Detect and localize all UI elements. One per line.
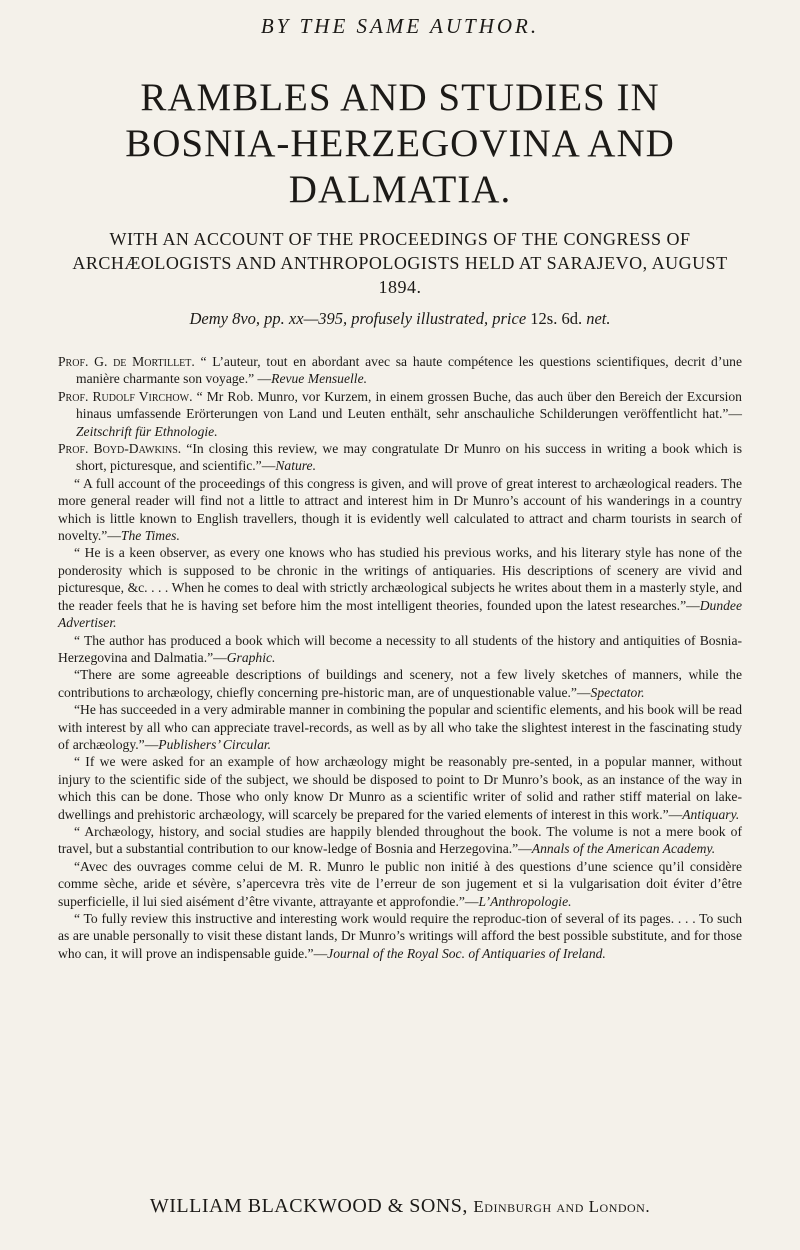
review-item (58, 910, 742, 962)
review-text: “He has succeeded in a very admirable manner in combining the popular and scientific elements, and his book will be read with interest by all who can appreciate travel-records, as well as by all who take the slightest interest in the fascinating study of archæology.”— (58, 702, 742, 752)
review-item (58, 475, 742, 545)
book-price-suffix: net. (586, 309, 611, 328)
review-item (58, 388, 742, 440)
review-text: “ Mr Rob. Munro, vor Kurzem, in einem grossen Buche, das auch über den Bereich der Excursion hinaus umfassende Erörterungen von Land und Leuten enthält, sehr anschauliche Schilderungen veröffentlicht hat.”— (76, 388, 742, 422)
review-text: “ The author has produced a book which will become a necessity to all students of the history and antiquities of Bosnia-Herzegovina and Dalmatia.”— (58, 632, 742, 665)
review-source: Dundee Advertiser. (58, 597, 742, 631)
review-source: Graphic. (226, 649, 276, 665)
book-title: RAMBLES AND STUDIES IN BOSNIA-HERZEGOVINA AND DALMATIA. (125, 76, 675, 211)
review-text: “ To fully review this instructive and interesting work would require the reproduc-tion of several of its pages. . . . To such as are unable personally to visit these distant lands, Dr Munro’s writings will afford the best possible substitute, and for those who can, it will prove an indispensable guide.”— (58, 911, 742, 961)
review-source: Antiquary. (682, 806, 740, 822)
review-item (58, 353, 742, 388)
reviewer-name: Prof. Rudolf Virchow. (58, 388, 193, 404)
review-source: Nature. (275, 458, 316, 474)
review-source: Spectator. (590, 684, 645, 700)
reviewer-name: Prof. Boyd-Dawkins. (58, 441, 182, 457)
book-spec (58, 309, 742, 329)
review-text: “There are some agreeable descriptions of buildings and scenery, not a few lively sketches of manners, while the contributions to archæology, chiefly concerning pre-historic man, are of unquestionable value.”— (58, 667, 742, 700)
review-text: “ A full account of the proceedings of this congress is given, and will prove of great interest to archæological readers. The more general reader will find not a little to attract and interest him in Dr Munro’s account of his wanderings in a country which is little known to English travellers, though it is evidently well calculated to attract and charm tourists in search of novelty.”— (58, 475, 742, 544)
review-text: “ He is a keen observer, as every one knows who has studied his previous works, and his literary style has none of the ponderosity which is supposed to be chronic in the writings of antiquaries. His descriptions of scenery are vivid and picturesque, &c. . . . When he comes to deal with strictly archæological subjects he writes about them in a masterly style, and the reader feels that he is having set before him the most intelligent theories, founded upon the latest researches.”— (58, 545, 742, 613)
review-text: “ Archæology, history, and social studies are happily blended throughout the book. The volume is not a mere book of travel, but a substantial contribution to our know-ledge of Bosnia and Herzegovina.”— (58, 823, 742, 857)
running-head: BY THE SAME AUTHOR. (260, 14, 540, 38)
review-item (58, 823, 742, 858)
review-text: “In closing this review, we may congratulate Dr Munro on his success in writing a book which is short, picturesque, and scientific.”— (76, 441, 742, 474)
publisher-cities: Edinburgh and London. (473, 1197, 651, 1216)
review-list (58, 353, 742, 962)
book-subtitle: WITH AN ACCOUNT OF THE PROCEEDINGS OF THE CONGRESS OF ARCHÆOLOGISTS AND ANTHROPOLOGISTS HELD AT SARAJEVO, AUGUST 1894. (72, 229, 728, 297)
publisher-name: WILLIAM BLACKWOOD & SONS, (149, 1195, 468, 1217)
review-item (58, 440, 742, 475)
review-item (58, 544, 742, 631)
review-source: Publishers’ Circular. (158, 736, 272, 752)
review-item (58, 666, 742, 701)
review-text: “ L’auteur, tout en abordant avec sa haute compétence les questions scientifiques, decrit d’une manière charmante son voyage.” — (76, 354, 742, 387)
review-item (58, 701, 742, 753)
review-item (58, 753, 742, 823)
review-text: “Avec des ouvrages comme celui de M. R. Munro le public non initié à des questions d’une science qu’il considère comme sèche, aride et sévère, s’apercevra très vite de l’erreur de son jugement et si la vulgarisation doit éviter d’être superficielle, il lui sied aisément d’être vivante, attrayante et approfondie.”— (58, 858, 742, 909)
review-source: Revue Mensuelle. (271, 371, 368, 387)
publisher-imprint (0, 1195, 800, 1218)
reviewer-name: Prof. G. de Mortillet. (58, 354, 195, 369)
book-format: Demy 8vo, pp. xx—395, profusely illustrated, price (189, 309, 527, 328)
review-source: Zeitschrift für Ethnologie. (76, 423, 218, 439)
review-item (58, 858, 742, 910)
review-source: Journal of the Royal Soc. of Antiquaries of Ireland. (327, 945, 606, 961)
review-text: “ If we were asked for an example of how archæology might be reasonably pre-sented, in a popular manner, without injury to the scientific side of the subject, we should be disposed to point to Dr Munro’s book, as an instance of the way in which this can be done. Those who only know Dr Munro as a scientific writer of solid and rather stiff material on lake-dwellings and prehistoric archæology, will scarcely be prepared for the varied elements of interest in this work.”— (58, 754, 742, 822)
review-source: The Times. (120, 528, 180, 544)
book-price: 12s. 6d. (530, 309, 583, 328)
review-source: Annals of the American Academy. (531, 841, 716, 857)
review-source: L’Anthropologie. (478, 893, 572, 909)
review-item (58, 632, 742, 667)
